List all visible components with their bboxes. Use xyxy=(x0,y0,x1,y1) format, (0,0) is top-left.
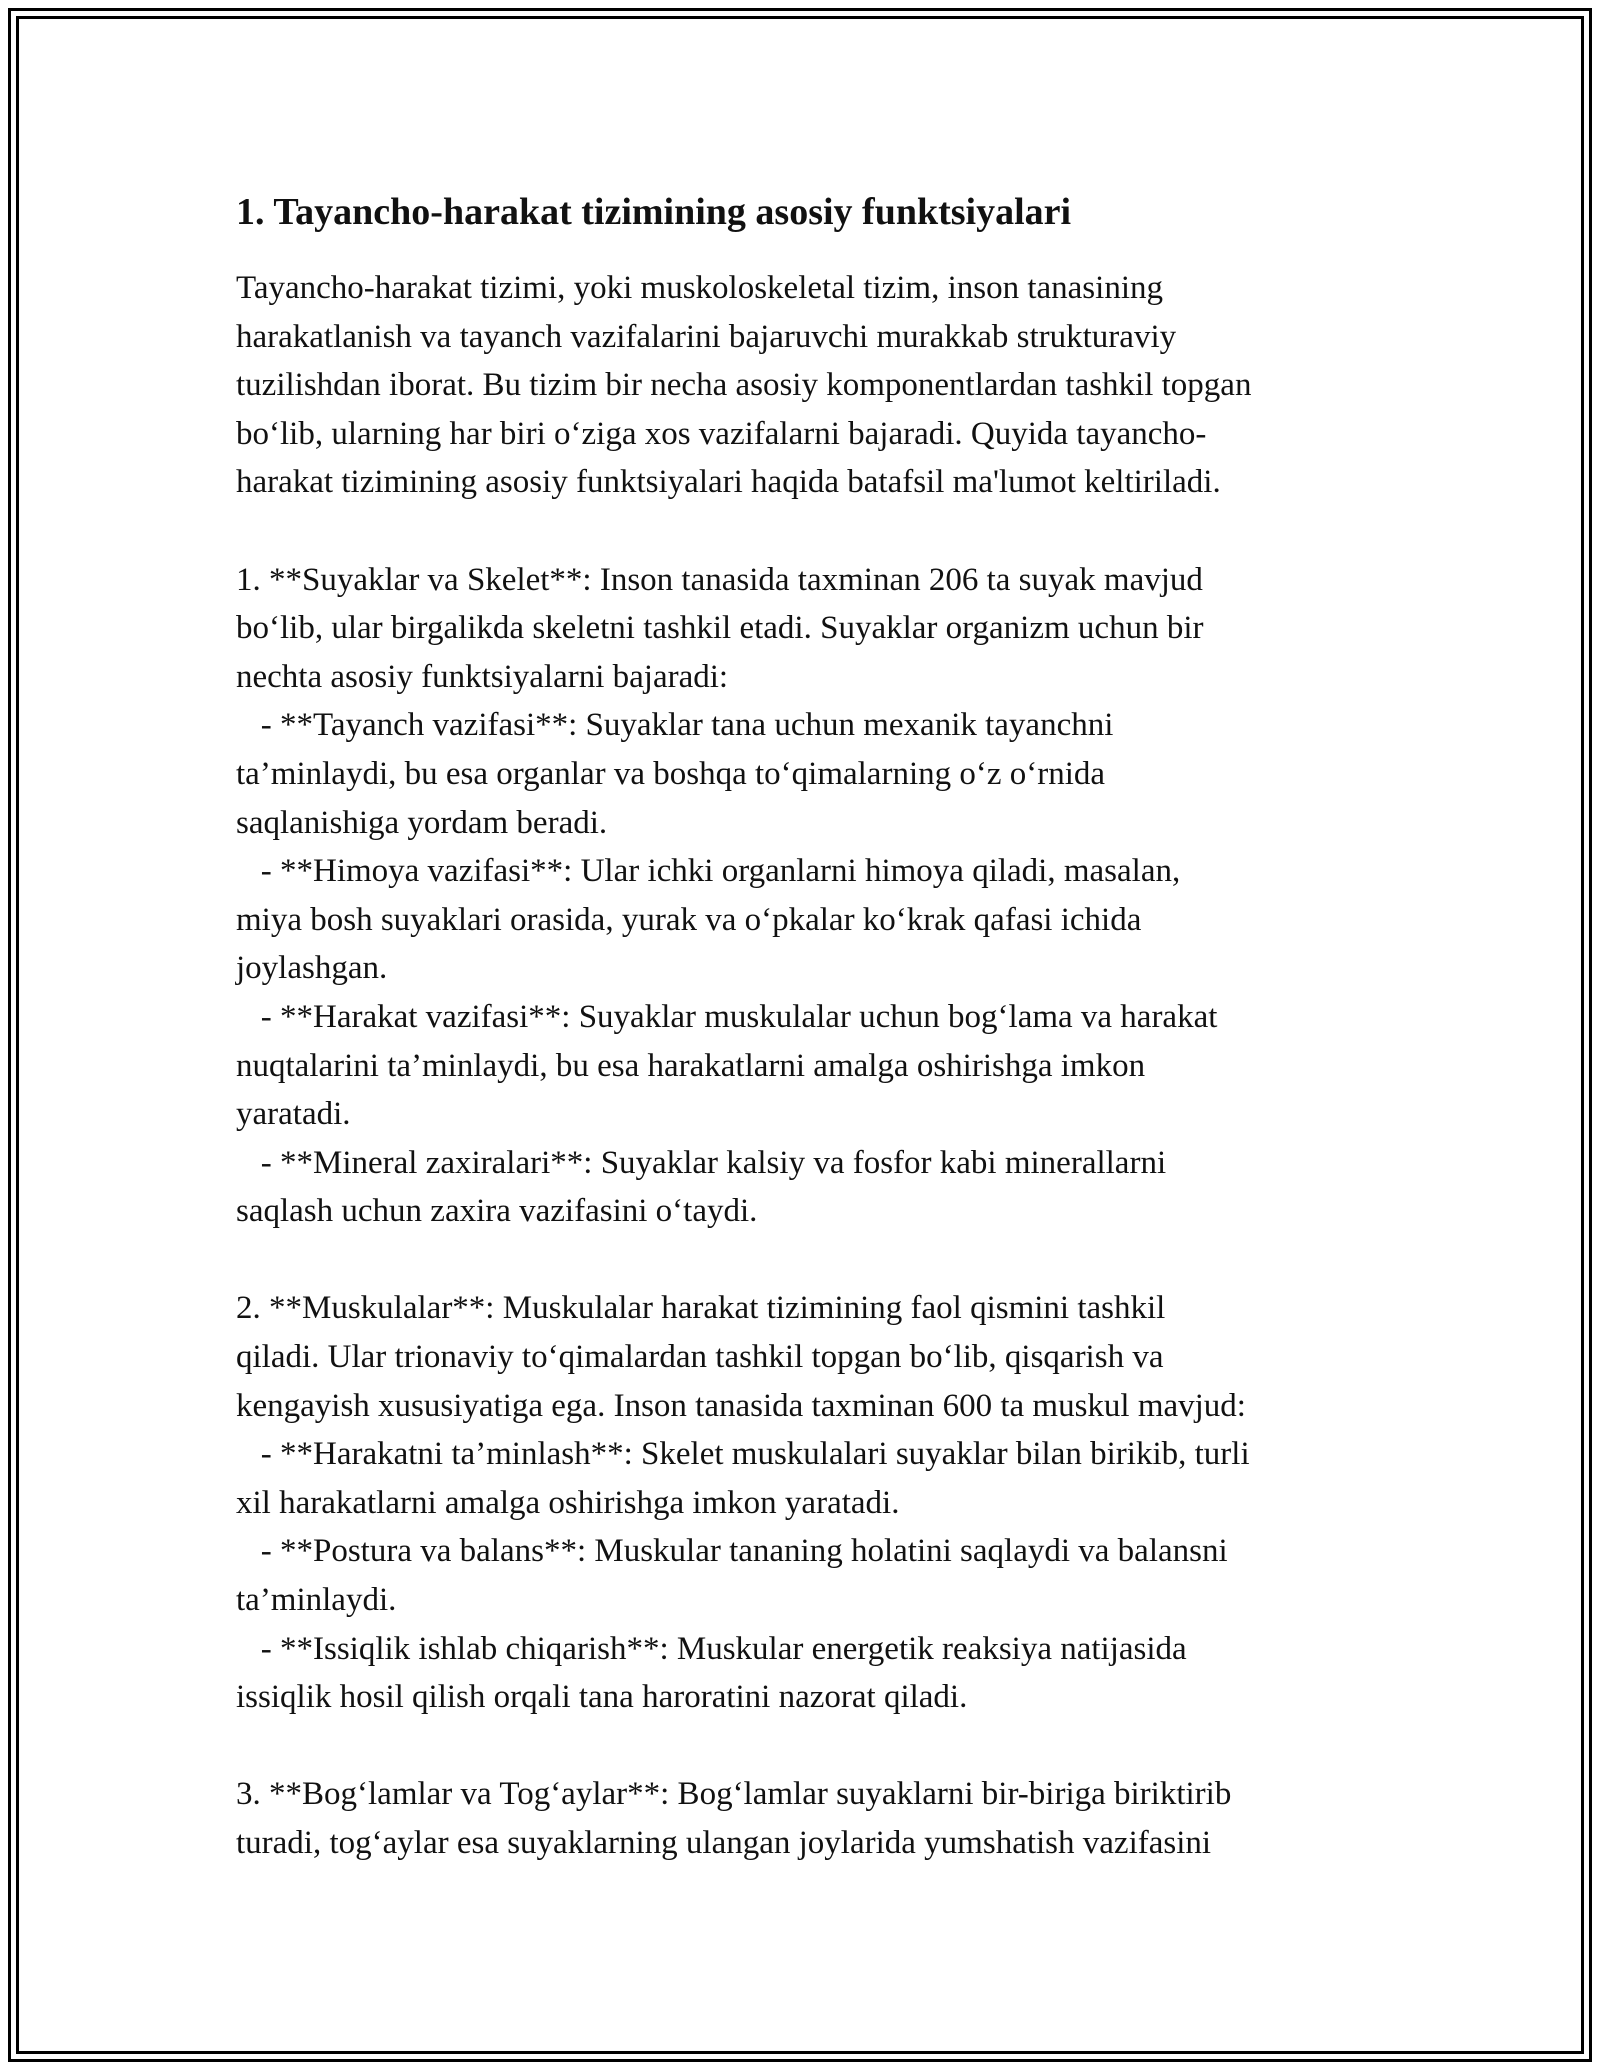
text-line: joylashgan. xyxy=(236,950,388,987)
document-title: 1. Tayancho-harakat tizimining asosiy funktsiyalari xyxy=(236,191,1072,233)
text-line: tuzilishdan iborat. Bu tizim bir necha asosiy komponentlardan tashkil topgan xyxy=(236,367,1252,404)
text-line: yaratadi. xyxy=(236,1096,351,1133)
blank-line xyxy=(236,507,1366,556)
text-line: - **Harakat vazifasi**: Suyaklar muskulalar uchun bog‘lama va harakat xyxy=(236,998,1218,1035)
text-line: harakatlanish va tayanch vazifalarini bajaruvchi murakkab strukturaviy xyxy=(236,318,1177,355)
text-line: - **Mineral zaxiralari**: Suyaklar kalsiy va fosfor kabi minerallarni xyxy=(236,1144,1167,1181)
text-line: 2. **Muskulalar**: Muskulalar harakat tizimining faol qismini tashkil xyxy=(236,1290,1166,1327)
text-line: bo‘lib, ularning har biri o‘ziga xos vazifalarni bajaradi. Quyida tayancho- xyxy=(236,415,1207,452)
text-line: ta’minlaydi, bu esa organlar va boshqa to‘qimalarning o‘z o‘rnida xyxy=(236,755,1106,792)
text-line: - **Himoya vazifasi**: Ular ichki organlarni himoya qiladi, masalan, xyxy=(236,853,1181,890)
text-line: - **Postura va balans**: Muskular tananing holatini saqlaydi va balansni xyxy=(236,1533,1228,1570)
text-line: - **Harakatni ta’minlash**: Skelet muskulalari suyaklar bilan birikib, turli xyxy=(236,1436,1250,1473)
text-line: kengayish xususiyatiga ega. Inson tanasida taxminan 600 ta muskul mavjud: xyxy=(236,1387,1246,1424)
text-line: turadi, tog‘aylar esa suyaklarning ulangan joylarida yumshatish vazifasini xyxy=(236,1825,1212,1861)
blank-line xyxy=(236,1236,1366,1285)
text-line: 1. **Suyaklar va Skelet**: Inson tanasida taxminan 206 ta suyak mavjud xyxy=(236,561,1203,598)
text-line: - **Tayanch vazifasi**: Suyaklar tana uchun mexanik tayanchni xyxy=(236,707,1114,744)
text-line: saqlash uchun zaxira vazifasini o‘taydi. xyxy=(236,1193,758,1230)
text-line: saqlanishiga yordam beradi. xyxy=(236,804,608,841)
text-line: nuqtalarini ta’minlaydi, bu esa harakatlarni amalga oshirishga imkon xyxy=(236,1047,1146,1084)
text-line: harakat tizimining asosiy funktsiyalari haqida batafsil ma'lumot keltiriladi. xyxy=(236,464,1221,501)
text-line: issiqlik hosil qilish orqali tana haroratini nazorat qiladi. xyxy=(236,1679,968,1716)
text-line: nechta asosiy funktsiyalarni bajaradi: xyxy=(236,658,729,695)
text-line: qiladi. Ular trionaviy to‘qimalardan tashkil topgan bo‘lib, qisqarish va xyxy=(236,1339,1164,1376)
text-line: xil harakatlarni amalga oshirishga imkon yaratadi. xyxy=(236,1484,900,1521)
text-line: ta’minlaydi. xyxy=(236,1582,397,1619)
text-line: 3. **Bog‘lamlar va Tog‘aylar**: Bog‘lamlar suyaklarni bir-biriga biriktirib xyxy=(236,1776,1232,1813)
text-line: bo‘lib, ular birgalikda skeletni tashkil etadi. Suyaklar organizm uchun bir xyxy=(236,610,1204,647)
blank-line xyxy=(236,1722,1366,1771)
document-text xyxy=(236,264,1366,1868)
text-line: miya bosh suyaklari orasida, yurak va o‘pkalar ko‘krak qafasi ichida xyxy=(236,901,1142,938)
text-line: Tayancho-harakat tizimi, yoki muskoloskeletal tizim, inson tanasining xyxy=(236,270,1163,306)
text-line: - **Issiqlik ishlab chiqarish**: Muskular energetik reaksiya natijasida xyxy=(236,1630,1187,1667)
document-body xyxy=(236,188,1366,1868)
